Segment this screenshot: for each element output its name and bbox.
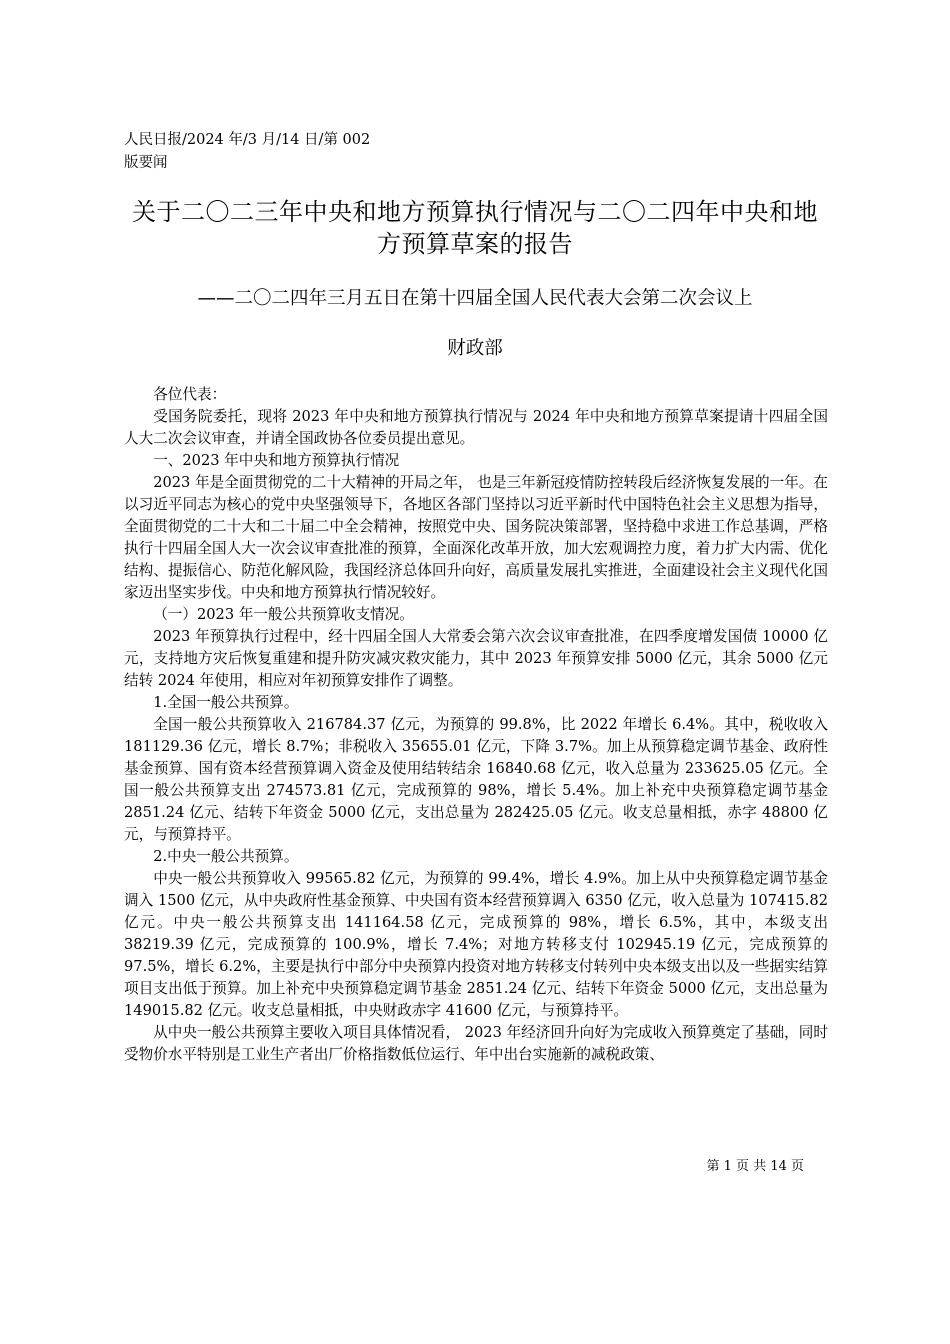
paragraph: 中央一般公共预算收入 99565.82 亿元，为预算的 99.4%，增长 4.9%。加上从中央预算稳定调节基金调入 1500 亿元，从中央政府性基金预算、中央国有资本经营预算调入 6350 亿元，收入总量为 107415.82 亿元。中央一般公共预算支出 141164.58 亿元，完成预算的 98%，增长 6.5%，其中，本级支出 38219.39 亿元，完成预算的 100.9%，增长 7.4%；对地方转移支付 102945.19 亿元，完成预算的 97.5%，增长 6.2%，主要是执行中部分中央预算内投资对地方转移支付转列中央本级支出以及一些据实结算项目支出低于预算。加上补充中央预算稳定调节基金 2851.24 亿元、结转下年资金 5000 亿元，支出总量为 149015.82 亿元。收支总量相抵，中央财政赤字 41600 亿元，与预算持平。 <box>124 870 828 1019</box>
subsection-heading: 1.全国一般公共预算。 <box>153 694 299 711</box>
source-line-1: 人民日报/2024 年/3 月/14 日/第 002 <box>124 132 371 148</box>
document-subtitle: ——二〇二四年三月五日在第十四届全国人民代表大会第二次会议上 <box>197 288 753 309</box>
paragraph: 各位代表： <box>153 386 227 403</box>
section-heading: 一、2023 年中央和地方预算执行情况 <box>153 452 400 469</box>
source-line-2: 版要闻 <box>124 155 168 171</box>
document-body <box>124 384 828 1066</box>
paragraph: 从中央一般公共预算主要收入项目具体情况看， 2023 年经济回升向好为完成收入预算奠定了基础，同时受物价水平特别是工业生产者出厂价格指数低位运行、年中出台实施新的减税政策、 <box>124 1024 828 1063</box>
paragraph: 2023 年预算执行过程中，经十四届全国人大常委会第六次会议审查批准，在四季度增发国债 10000 亿元，支持地方灾后恢复重建和提升防灾减灾救灾能力，其中 2023 年预算安排 5000 亿元，其余 5000 亿元结转 2024 年使用，相应对年初预算安排作了调整。 <box>124 628 828 689</box>
subsection-heading: 2.中央一般公共预算。 <box>153 848 299 865</box>
paragraph: 全国一般公共预算收入 216784.37 亿元，为预算的 99.8%，比 2022 年增长 6.4%。其中，税收收入 181129.36 亿元，增长 8.7%；非税收入 35655.01 亿元，下降 3.7%。加上从预算稳定调节基金、政府性基金预算、国有资本经营预算调入资金及使用结转结余 16840.68 亿元，收入总量为 233625.05 亿元。全国一般公共预算支出 274573.81 亿元，完成预算的 98%，增长 5.4%。加上补充中央预算稳定调节基金 2851.24 亿元、结转下年资金 5000 亿元，支出总量为 282425.05 亿元。收支总量相抵，赤字 48800 亿元，与预算持平。 <box>124 716 828 843</box>
subsection-heading: （一）2023 年一般公共预算收支情况。 <box>153 606 414 623</box>
page-number: 第 1 页 共 14 页 <box>706 1159 804 1174</box>
document-title: 关于二〇二三年中央和地方预算执行情况与二〇二四年中央和地方预算草案的报告 <box>132 198 818 258</box>
source-line <box>124 129 424 175</box>
paragraph: 受国务院委托，现将 2023 年中央和地方预算执行情况与 2024 年中央和地方预算草案提请十四届全国人大二次会议审查，并请全国政协各位委员提出意见。 <box>124 408 828 447</box>
paragraph: 2023 年是全面贯彻党的二十大精神的开局之年， 也是三年新冠疫情防控转段后经济恢复发展的一年。在以习近平同志为核心的党中央坚强领导下，各地区各部门坚持以习近平新时代中国特色社会主义思想为指导，全面贯彻党的二十大和二十届二中全会精神，按照党中央、国务院决策部署，坚持稳中求进工作总基调，严格执行十四届全国人大一次会议审查批准的预算，全面深化改革开放，加大宏观调控力度，着力扩大内需、优化结构、提振信心、防范化解风险，我国经济总体回升向好，高质量发展扎实推进，全面建设社会主义现代化国家迈出坚实步伐。中央和地方预算执行情况较好。 <box>124 474 828 601</box>
document-author: 财政部 <box>447 338 503 359</box>
